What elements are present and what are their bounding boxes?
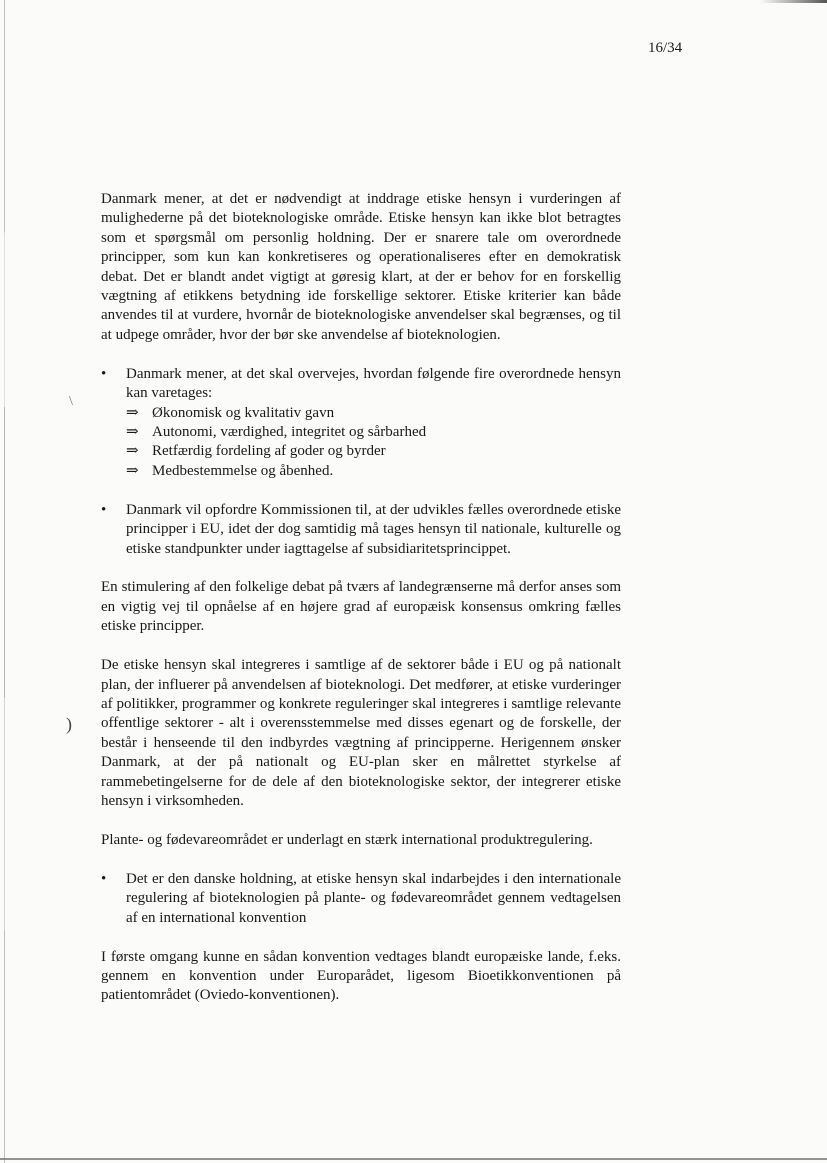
bullet-icon: •	[101, 501, 107, 518]
bullet-icon: •	[101, 365, 107, 382]
margin-tick-mark: \	[69, 394, 73, 409]
bullet-text: Danmark mener, at det skal overvejes, hvordan følgende fire overordnede hensyn kan varetages:	[126, 365, 621, 402]
bullet-four-considerations	[101, 365, 621, 481]
arrow-icon: ⇒	[126, 404, 139, 421]
list-item	[126, 442, 621, 461]
bullet-text: Danmark vil opfordre Kommissionen til, at der udvikles fælles overordnede etiske principper i EU, idet der dog samtidig må tages hensyn til nationale, kulturelle og etiske standpunkter under iagttagelse af subsidiaritetsprincippet.	[126, 501, 621, 557]
paragraph-european-convention: I første omgang kunne en sådan konvention vedtages blandt europæiske lande, f.eks. gennem en konvention under Europarådet, ligesom Bioetikkonventionen på patientområdet (Oviedo-konventionen).	[101, 948, 621, 1004]
bullet-text: Det er den danske holdning, at etiske hensyn skal indarbejdes i den internationale regulering af bioteknologien på plante- og fødevareområdet gennem vedtagelsen af en international konvention	[126, 870, 621, 926]
bullet-icon: •	[101, 870, 107, 887]
document-body	[101, 190, 621, 1025]
list-item-label: Autonomi, værdighed, integritet og sårbarhed	[152, 423, 427, 440]
list-item	[126, 404, 621, 423]
scan-edge-mark	[760, 0, 827, 3]
bullet-commission-principles	[101, 501, 621, 559]
page-number: 16/34	[648, 40, 683, 56]
arrow-icon: ⇒	[126, 423, 139, 440]
considerations-list	[126, 404, 621, 482]
list-item-label: Retfærdig fordeling af goder og byrder	[152, 443, 386, 460]
paragraph-public-debate: En stimulering af den folkelige debat på tværs af landegrænserne må derfor anses som en vigtig vej til opnåelse af en højere grad af europæisk konsensus omkring fælles etiske principper.	[101, 579, 621, 635]
paragraph-sector-integration: De etiske hensyn skal integreres i samtlige af de sektorer både i EU og på nationalt plan, der influerer på anvendelsen af bioteknologi. Det medfører, at etiske vurderinger af politikker, programmer og konkrete reguleringer skal integreres i samtlige relevante offentlige sektorer - alt i overensstemmelse med disses egenart og de forskelle, der består i henseende til den indbyrdes vægtning af principperne. Herigennem ønsker Danmark, at der på nationalt og EU-plan sker en målrettet styrkelse af rammebetingelserne for de dele af den bioteknologiske sektor, der integrerer etiske hensyn i virksomheden.	[101, 657, 621, 809]
paragraph-food-regulation: Plante- og fødevareområdet er underlagt en stærk international produktregulering.	[101, 831, 593, 848]
margin-paren-mark: )	[66, 714, 72, 734]
list-item-label: Medbestemmelse og åbenhed.	[152, 462, 334, 479]
arrow-icon: ⇒	[126, 462, 139, 479]
arrow-icon: ⇒	[126, 443, 139, 460]
list-item	[126, 423, 621, 442]
list-item	[126, 462, 621, 481]
scan-bottom-edge	[0, 1158, 827, 1160]
list-item-label: Økonomisk og kvalitativ gavn	[152, 404, 335, 421]
paragraph-ethics-intro: Danmark mener, at det er nødvendigt at inddrage etiske hensyn i vurderingen af mulighederne på det bioteknologiske område. Etiske hensyn kan ikke blot betragtes som et spørgsmål om personlig holdning. Der er snarere tale om overordnede principper, som kun kan konkretiseres og operationaliseres efter en demokratisk debat. Det er blandt andet vigtigt at gøresig klart, at der er behov for en forskellig vægtning af etikkens betydning ide forskellige sektorer. Etiske kriterier kan både anvendes til at vurdere, hvornår de bioteknologiske anvendelser skal begrænses, og til at udpege områder, hvor der bør ske anvendelse af bioteknologien.	[101, 191, 621, 343]
scan-left-edge	[4, 0, 5, 1163]
bullet-international-convention	[101, 870, 621, 928]
